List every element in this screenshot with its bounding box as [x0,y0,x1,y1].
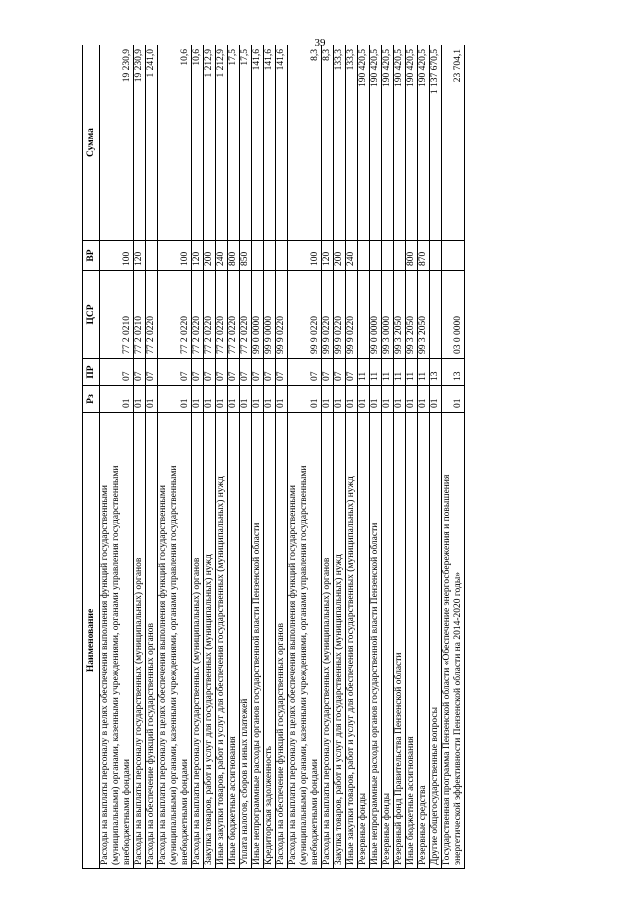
cell-sum: 23 704,1 [442,45,465,241]
cell-pr: 07 [216,359,228,386]
cell-vr [430,241,442,271]
cell-pr: 07 [240,359,252,386]
cell-sum: 1 212,9 [204,45,216,241]
cell-sum: 1 137 670,5 [430,45,442,241]
cell-sum: 1 212,9 [216,45,228,241]
cell-csr: 77 2 0220 [216,271,228,359]
cell-rz: 01 [146,386,158,413]
cell-rz: 01 [100,386,134,413]
cell-name: Иные закупки товаров, работ и услуг для обеспечения государственных (муниципальных) нужд [346,413,358,869]
cell-name: Закупка товаров, работ и услуг для государственных (муниципальных) нужд [204,413,216,869]
cell-sum: 190 420,5 [418,45,430,241]
cell-pr: 07 [204,359,216,386]
table-row [358,45,370,869]
page-number: 39 [314,37,326,49]
cell-pr: 11 [370,359,382,386]
cell-pr: 11 [418,359,430,386]
cell-rz: 01 [204,386,216,413]
cell-sum: 17,5 [240,45,252,241]
cell-pr: 07 [288,359,322,386]
cell-rz: 01 [394,386,406,413]
table-row [346,45,358,869]
table-row [276,45,288,869]
table-row [134,45,146,869]
cell-rz: 01 [370,386,382,413]
cell-pr: 07 [192,359,204,386]
table-row [334,45,346,869]
rotated-table [82,45,596,869]
cell-vr [146,241,158,271]
cell-vr: 100 [158,241,192,271]
table-row [100,45,134,869]
table-row [288,45,322,869]
cell-name: Расходы на обеспечение функций государственных органов [276,413,288,869]
cell-rz: 01 [252,386,264,413]
cell-sum: 8,3 [322,45,334,241]
cell-rz: 01 [382,386,394,413]
table-row [216,45,228,869]
rotated-table-container [82,45,596,869]
cell-name: Кредиторская задолженность [264,413,276,869]
cell-vr [382,241,394,271]
cell-sum: 1 241,0 [146,45,158,241]
cell-pr: 07 [252,359,264,386]
cell-vr: 100 [288,241,322,271]
cell-pr: 07 [228,359,240,386]
cell-name: Резервные фонды [382,413,394,869]
cell-csr [430,271,442,359]
cell-csr: 99 9 0220 [334,271,346,359]
cell-csr: 99 3 2050 [418,271,430,359]
cell-pr: 07 [322,359,334,386]
cell-pr: 11 [406,359,418,386]
budget-table [82,45,465,869]
cell-vr: 870 [418,241,430,271]
cell-name: Резервные фонды [358,413,370,869]
table-row [442,45,465,869]
cell-rz: 01 [406,386,418,413]
table-row [394,45,406,869]
cell-vr: 200 [334,241,346,271]
header-name: Наименование [83,413,100,869]
cell-vr [358,241,370,271]
cell-csr: 77 2 0210 [134,271,146,359]
cell-pr: 07 [146,359,158,386]
table-row [252,45,264,869]
cell-pr: 13 [442,359,465,386]
cell-vr [276,241,288,271]
cell-vr: 200 [204,241,216,271]
cell-sum: 17,5 [228,45,240,241]
cell-rz: 01 [228,386,240,413]
cell-vr: 240 [346,241,358,271]
cell-sum: 190 420,5 [358,45,370,241]
table-row [146,45,158,869]
cell-vr: 800 [406,241,418,271]
cell-csr: 99 0 0000 [370,271,382,359]
cell-vr [252,241,264,271]
header-rz: Рз [83,386,100,413]
cell-csr: 99 3 0000 [382,271,394,359]
cell-pr: 07 [100,359,134,386]
cell-pr: 07 [134,359,146,386]
cell-name: Расходы на выплаты персоналу государственных (муниципальных) органов [192,413,204,869]
header-vr: ВР [83,241,100,271]
cell-csr: 99 3 2050 [394,271,406,359]
cell-sum: 190 420,5 [370,45,382,241]
cell-csr: 99 9 0220 [288,271,322,359]
cell-csr: 03 0 0000 [442,271,465,359]
cell-sum: 190 420,5 [406,45,418,241]
cell-rz: 01 [334,386,346,413]
cell-sum: 10,6 [158,45,192,241]
table-row [204,45,216,869]
cell-pr: 11 [382,359,394,386]
cell-name: Резервный фонд Правительства Пензенской области [394,413,406,869]
table-row [406,45,418,869]
cell-vr: 240 [216,241,228,271]
cell-pr: 11 [358,359,370,386]
cell-sum: 190 420,5 [382,45,394,241]
cell-vr: 120 [134,241,146,271]
cell-name: Другие общегосударственные вопросы [430,413,442,869]
cell-pr: 07 [346,359,358,386]
table-row [240,45,252,869]
cell-name: Иные закупки товаров, работ и услуг для обеспечения государственных (муниципальных) нужд [216,413,228,869]
table-row [430,45,442,869]
cell-name: Расходы на обеспечение функций государственных органов [146,413,158,869]
cell-pr: 11 [394,359,406,386]
cell-csr: 77 2 0220 [146,271,158,359]
cell-name: Уплата налогов, сборов и иных платежей [240,413,252,869]
cell-name: Расходы на выплаты персоналу в целях обеспечения выполнения функций государственными (муниципальными) органами, казенными учреждениями, органами управления государственными внебюджетными фондами [100,413,134,869]
cell-sum: 141,6 [276,45,288,241]
cell-rz: 01 [322,386,334,413]
cell-csr: 99 9 0220 [276,271,288,359]
table-row [264,45,276,869]
cell-csr: 99 3 2050 [406,271,418,359]
cell-sum: 141,6 [264,45,276,241]
cell-vr [370,241,382,271]
table-row [370,45,382,869]
cell-pr: 07 [158,359,192,386]
cell-csr: 99 0 0000 [252,271,264,359]
header-sum: Сумма [83,45,100,241]
cell-pr: 07 [334,359,346,386]
cell-sum: 8,3 [288,45,322,241]
cell-csr: 77 2 0220 [192,271,204,359]
cell-rz: 01 [216,386,228,413]
table-row [158,45,192,869]
cell-csr [358,271,370,359]
table-row [228,45,240,869]
cell-vr: 100 [100,241,134,271]
table-row [382,45,394,869]
header-pr: ПР [83,359,100,386]
cell-csr: 99 9 0220 [346,271,358,359]
cell-pr: 07 [276,359,288,386]
cell-rz: 01 [192,386,204,413]
cell-rz: 01 [134,386,146,413]
cell-name: Расходы на выплаты персоналу государственных (муниципальных) органов [134,413,146,869]
cell-csr: 77 2 0220 [240,271,252,359]
cell-vr [442,241,465,271]
cell-rz: 01 [264,386,276,413]
cell-sum: 190 420,5 [394,45,406,241]
cell-pr: 13 [430,359,442,386]
cell-csr: 99 9 0000 [264,271,276,359]
table-body [100,45,465,869]
cell-rz: 01 [418,386,430,413]
cell-rz: 01 [358,386,370,413]
cell-sum: 141,6 [252,45,264,241]
table-header-row [83,45,100,869]
cell-rz: 01 [240,386,252,413]
cell-csr: 77 2 0220 [228,271,240,359]
cell-csr: 99 9 0220 [322,271,334,359]
table-row [192,45,204,869]
cell-name: Закупка товаров, работ и услуг для государственных (муниципальных) нужд [334,413,346,869]
cell-name: Расходы на выплаты персоналу в целях обеспечения выполнения функций государственными (муниципальными) органами, казенными учреждениями, органами управления государственными внебюджетными фондами [158,413,192,869]
cell-rz: 01 [346,386,358,413]
cell-rz: 01 [276,386,288,413]
cell-name: Иные бюджетные ассигнования [228,413,240,869]
cell-name: Расходы на выплаты персоналу государственных (муниципальных) органов [322,413,334,869]
cell-name: Государственная программа Пензенской области «Обеспечение энергосбережения и повышения энергетической эффективности Пензенской области на 2014-2020 годы» [442,413,465,869]
cell-name: Иные бюджетные ассигнования [406,413,418,869]
cell-rz: 01 [288,386,322,413]
cell-vr: 120 [192,241,204,271]
cell-rz: 01 [442,386,465,413]
cell-sum: 133,3 [334,45,346,241]
header-csr: ЦСР [83,271,100,359]
cell-csr: 77 2 0220 [158,271,192,359]
cell-name: Расходы на выплаты персоналу в целях обеспечения выполнения функций государственными (муниципальными) органами, казенными учреждениями, органами управления государственными внебюджетными фондами [288,413,322,869]
cell-pr: 07 [264,359,276,386]
cell-vr: 800 [228,241,240,271]
cell-sum: 19 230,9 [100,45,134,241]
cell-sum: 10,6 [192,45,204,241]
cell-sum: 133,3 [346,45,358,241]
cell-csr: 77 2 0220 [204,271,216,359]
table-row [322,45,334,869]
cell-rz: 01 [158,386,192,413]
cell-name: Иные непрограммные расходы органов государственной власти Пензенской области [370,413,382,869]
cell-rz: 01 [430,386,442,413]
cell-vr: 850 [240,241,252,271]
table-row [418,45,430,869]
cell-csr: 77 2 0210 [100,271,134,359]
cell-name: Резервные средства [418,413,430,869]
cell-vr [264,241,276,271]
cell-vr [394,241,406,271]
cell-name: Иные непрограммные расходы органов государственной власти Пензенской области [252,413,264,869]
cell-sum: 19 230,9 [134,45,146,241]
cell-vr: 120 [322,241,334,271]
